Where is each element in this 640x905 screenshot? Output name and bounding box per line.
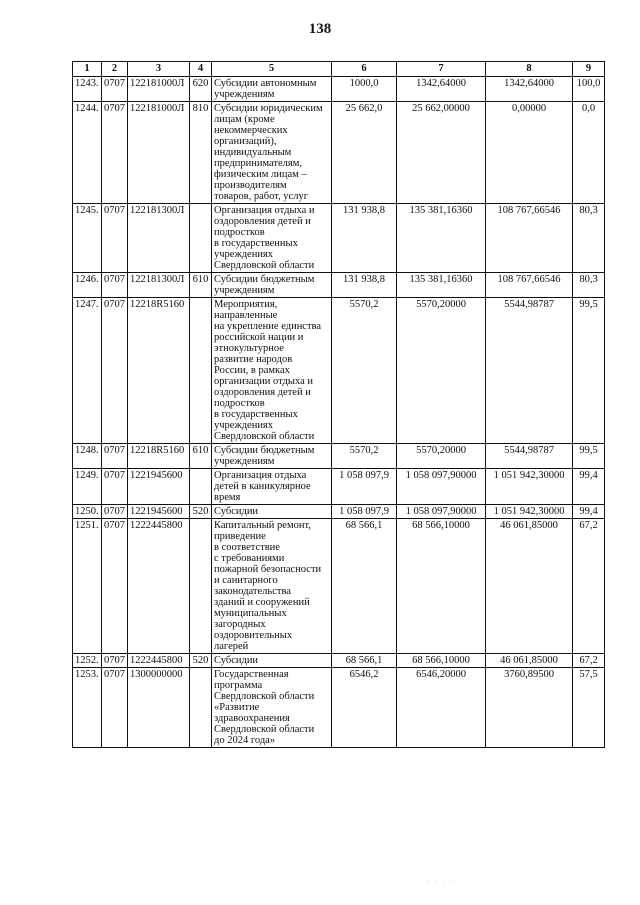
row-number-cell: 1248.	[73, 444, 102, 469]
approved-amount-cell: 5570,2	[332, 298, 397, 444]
approved-amount-cell: 25 662,0	[332, 102, 397, 204]
budget-allocation-cell: 135 381,16360	[397, 204, 486, 273]
scan-speckles: · · · ·	[426, 878, 457, 887]
section-code-cell: 0707	[102, 298, 128, 444]
executed-amount-cell: 3760,89500	[486, 668, 573, 748]
table-row	[73, 77, 605, 102]
item-name-cell: Мероприятия, направленные на укрепление единства российской нации и этнокультурное развитие народов России, в рамках организации отдыха и оздоровления детей и подростков в государственных учреждениях Свердловской области	[212, 298, 332, 444]
approved-amount-cell: 131 938,8	[332, 204, 397, 273]
budget-allocation-cell: 68 566,10000	[397, 519, 486, 654]
executed-amount-cell: 0,00000	[486, 102, 573, 204]
section-code-cell: 0707	[102, 77, 128, 102]
executed-amount-cell: 46 061,85000	[486, 519, 573, 654]
table-row	[73, 654, 605, 668]
item-name-cell: Организация отдыха и оздоровления детей и подростков в государственных учреждениях Свердловской области	[212, 204, 332, 273]
executed-amount-cell: 46 061,85000	[486, 654, 573, 668]
expense-type-cell: 520	[190, 654, 212, 668]
row-number-cell: 1243.	[73, 77, 102, 102]
execution-percent-cell: 80,3	[573, 273, 605, 298]
budget-allocation-cell: 1342,64000	[397, 77, 486, 102]
target-article-cell: 1300000000	[128, 668, 190, 748]
approved-amount-cell: 131 938,8	[332, 273, 397, 298]
expense-type-cell: 520	[190, 505, 212, 519]
execution-percent-cell: 67,2	[573, 654, 605, 668]
row-number-cell: 1246.	[73, 273, 102, 298]
section-code-cell: 0707	[102, 519, 128, 654]
section-code-cell: 0707	[102, 204, 128, 273]
budget-allocation-cell: 1 058 097,90000	[397, 505, 486, 519]
section-code-cell: 0707	[102, 654, 128, 668]
approved-amount-cell: 1000,0	[332, 77, 397, 102]
section-code-cell: 0707	[102, 505, 128, 519]
executed-amount-cell: 5544,98787	[486, 444, 573, 469]
expense-type-cell	[190, 469, 212, 505]
execution-percent-cell: 99,4	[573, 469, 605, 505]
header-cell-6: 6	[332, 62, 397, 77]
execution-percent-cell: 100,0	[573, 77, 605, 102]
budget-allocation-cell: 6546,20000	[397, 668, 486, 748]
executed-amount-cell: 108 767,66546	[486, 204, 573, 273]
row-number-cell: 1253.	[73, 668, 102, 748]
row-number-cell: 1251.	[73, 519, 102, 654]
execution-percent-cell: 99,5	[573, 298, 605, 444]
approved-amount-cell: 68 566,1	[332, 519, 397, 654]
section-code-cell: 0707	[102, 668, 128, 748]
execution-percent-cell: 99,4	[573, 505, 605, 519]
row-number-cell: 1244.	[73, 102, 102, 204]
header-cell-9: 9	[573, 62, 605, 77]
target-article-cell: 1221945600	[128, 505, 190, 519]
table-row	[73, 469, 605, 505]
section-code-cell: 0707	[102, 102, 128, 204]
approved-amount-cell: 5570,2	[332, 444, 397, 469]
item-name-cell: Субсидии бюджетным учреждениям	[212, 273, 332, 298]
budget-allocation-cell: 5570,20000	[397, 298, 486, 444]
page-number: 138	[308, 21, 332, 37]
header-cell-8: 8	[486, 62, 573, 77]
row-number-cell: 1247.	[73, 298, 102, 444]
executed-amount-cell: 1342,64000	[486, 77, 573, 102]
header-cell-7: 7	[397, 62, 486, 77]
executed-amount-cell: 108 767,66546	[486, 273, 573, 298]
target-article-cell: 1222445800	[128, 654, 190, 668]
table-row	[73, 102, 605, 204]
header-cell-1: 1	[73, 62, 102, 77]
budget-allocation-cell: 25 662,00000	[397, 102, 486, 204]
table-row	[73, 505, 605, 519]
approved-amount-cell: 6546,2	[332, 668, 397, 748]
item-name-cell: Организация отдыха детей в каникулярное время	[212, 469, 332, 505]
approved-amount-cell: 1 058 097,9	[332, 469, 397, 505]
item-name-cell: Субсидии бюджетным учреждениям	[212, 444, 332, 469]
executed-amount-cell: 1 051 942,30000	[486, 505, 573, 519]
execution-percent-cell: 99,5	[573, 444, 605, 469]
header-cell-2: 2	[102, 62, 128, 77]
table-row	[73, 298, 605, 444]
execution-percent-cell: 80,3	[573, 204, 605, 273]
expense-type-cell: 610	[190, 273, 212, 298]
target-article-cell: 12218R5160	[128, 298, 190, 444]
item-name-cell: Субсидии	[212, 654, 332, 668]
target-article-cell: 122181000Л	[128, 77, 190, 102]
budget-allocation-cell: 5570,20000	[397, 444, 486, 469]
target-article-cell: 122181300Л	[128, 204, 190, 273]
execution-percent-cell: 67,2	[573, 519, 605, 654]
row-number-cell: 1249.	[73, 469, 102, 505]
budget-allocation-cell: 1 058 097,90000	[397, 469, 486, 505]
header-cell-3: 3	[128, 62, 190, 77]
header-cell-5: 5	[212, 62, 332, 77]
approved-amount-cell: 68 566,1	[332, 654, 397, 668]
executed-amount-cell: 5544,98787	[486, 298, 573, 444]
row-number-cell: 1245.	[73, 204, 102, 273]
table-row	[73, 273, 605, 298]
expense-type-cell	[190, 298, 212, 444]
expense-type-cell: 620	[190, 77, 212, 102]
budget-execution-table	[72, 61, 605, 748]
table-row	[73, 444, 605, 469]
item-name-cell: Субсидии	[212, 505, 332, 519]
target-article-cell: 122181000Л	[128, 102, 190, 204]
target-article-cell: 1221945600	[128, 469, 190, 505]
section-code-cell: 0707	[102, 444, 128, 469]
section-code-cell: 0707	[102, 469, 128, 505]
approved-amount-cell: 1 058 097,9	[332, 505, 397, 519]
item-name-cell: Государственная программа Свердловской области «Развитие здравоохранения Свердловской области до 2024 года»	[212, 668, 332, 748]
header-row	[73, 62, 605, 77]
expense-type-cell	[190, 668, 212, 748]
row-number-cell: 1250.	[73, 505, 102, 519]
budget-allocation-cell: 135 381,16360	[397, 273, 486, 298]
expense-type-cell: 610	[190, 444, 212, 469]
expense-type-cell: 810	[190, 102, 212, 204]
expense-type-cell	[190, 519, 212, 654]
item-name-cell: Субсидии юридическим лицам (кроме некоммерческих организаций), индивидуальным предпринимателям, физическим лицам – производителям товаров, работ, услуг	[212, 102, 332, 204]
target-article-cell: 122181300Л	[128, 273, 190, 298]
target-article-cell: 1222445800	[128, 519, 190, 654]
table-row	[73, 668, 605, 748]
expense-type-cell	[190, 204, 212, 273]
table-row	[73, 519, 605, 654]
row-number-cell: 1252.	[73, 654, 102, 668]
target-article-cell: 12218R5160	[128, 444, 190, 469]
table-body	[73, 77, 605, 748]
table-row	[73, 204, 605, 273]
item-name-cell: Субсидии автономным учреждениям	[212, 77, 332, 102]
execution-percent-cell: 57,5	[573, 668, 605, 748]
executed-amount-cell: 1 051 942,30000	[486, 469, 573, 505]
item-name-cell: Капитальный ремонт, приведение в соответствие с требованиями пожарной безопасности и санитарного законодательства зданий и сооружений муниципальных загородных оздоровительных лагерей	[212, 519, 332, 654]
budget-allocation-cell: 68 566,10000	[397, 654, 486, 668]
section-code-cell: 0707	[102, 273, 128, 298]
header-cell-4: 4	[190, 62, 212, 77]
execution-percent-cell: 0,0	[573, 102, 605, 204]
